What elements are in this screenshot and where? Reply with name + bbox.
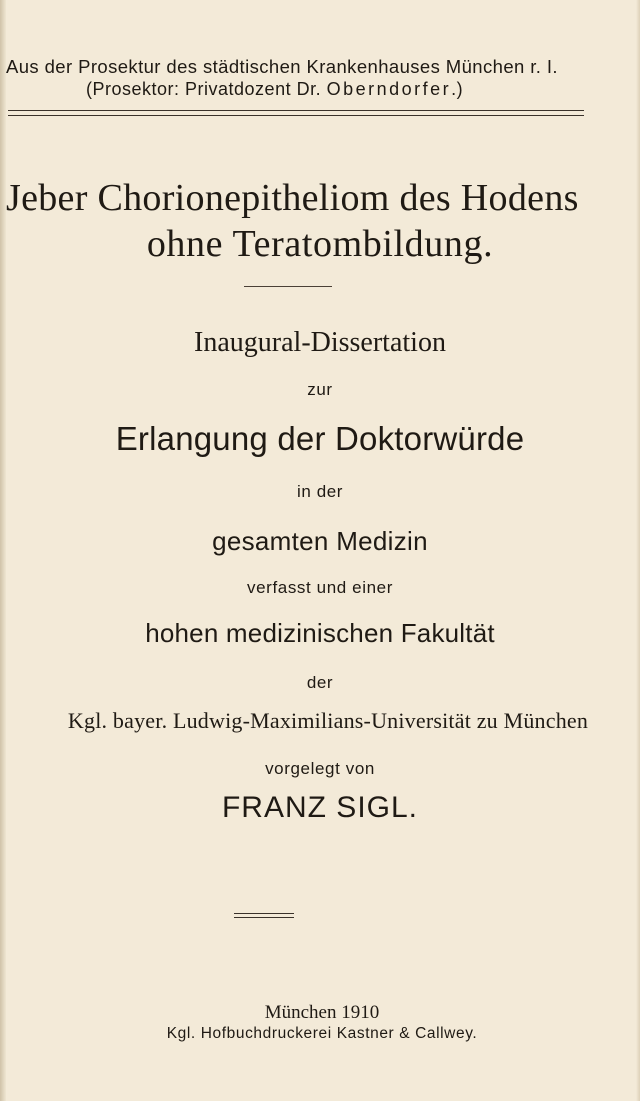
text-in-der: in der xyxy=(296,482,344,501)
bottom-double-rule xyxy=(234,913,294,918)
title-line-1: Jeber Chorionepitheliom des Hodens xyxy=(6,177,579,219)
title-line-2: ohne Teratombildung. xyxy=(146,223,494,265)
title-divider xyxy=(244,286,332,287)
text-medizin: gesamten Medizin xyxy=(212,526,428,556)
header-prosector-name: Oberndorfer xyxy=(326,79,452,99)
printer-line: Kgl. Hofbuchdruckerei Kastner & Callwey. xyxy=(166,1025,478,1042)
text-universitaet: Kgl. bayer. Ludwig-Maximilians-Universität zu München xyxy=(67,708,589,733)
text-erlangung: Erlangung der Doktorwürde xyxy=(115,420,525,457)
header-institution: Aus der Prosektur des städtischen Krankenhauses München r. I. xyxy=(6,56,558,77)
header-double-rule xyxy=(8,110,584,116)
author-name: FRANZ SIGL. xyxy=(221,791,419,824)
city-year: München 1910 xyxy=(264,1002,380,1023)
text-vorgelegt: vorgelegt von xyxy=(265,759,375,778)
text-zur: zur xyxy=(307,380,333,399)
text-der: der xyxy=(306,673,334,692)
header-prosector xyxy=(86,79,463,100)
text-verfasst: verfasst und einer xyxy=(247,578,393,597)
header-prosector-prefix: (Prosektor: Privatdozent Dr. xyxy=(86,79,327,99)
text-fakultaet: hohen medizinischen Fakultät xyxy=(145,618,495,648)
dissertation-heading: Inaugural-Dissertation xyxy=(194,327,446,358)
header-prosector-suffix: .) xyxy=(451,79,464,99)
